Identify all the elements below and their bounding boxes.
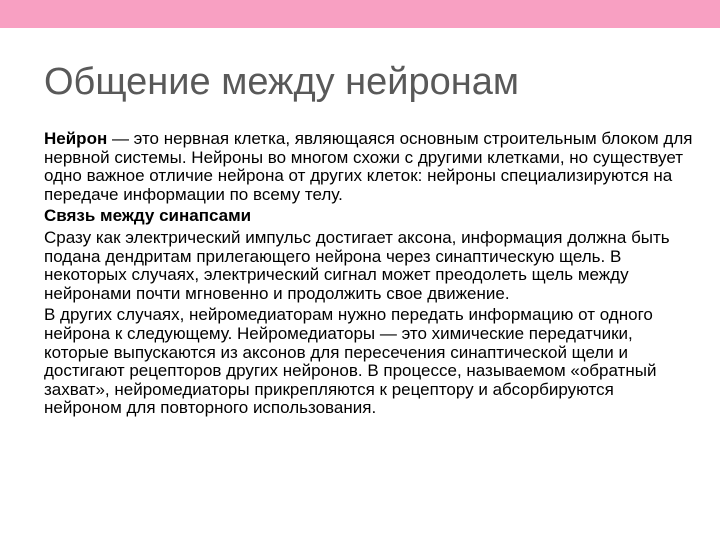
intro-text: — это нервная клетка, являющаяся основным строительным блоком для нервной системы. Нейроны во многом схожи с другими клетками, но существует одно важное отличие нейрона от других клеток: нейроны специализируются на передаче информации по всему телу. xyxy=(44,129,693,204)
paragraph-1: Сразу как электрический импульс достигает аксона, информация должна быть подана дендритам прилегающего нейрона через синаптическую щель. В некоторых случаях, электрический сигнал может преодолеть щель между нейронами почти мгновенно и продолжить свое движение. xyxy=(44,227,670,303)
slide-body xyxy=(44,130,694,421)
section-heading: Связь между синапсами xyxy=(44,206,252,226)
top-accent-bar xyxy=(0,0,720,28)
slide-title: Общение между нейронам xyxy=(44,61,520,103)
intro-term: Нейрон xyxy=(44,129,108,148)
paragraph-2: В других случаях, нейромедиаторам нужно передать информацию от одного нейрона к следующему. Нейромедиаторы — это химические передатчики, которые выпускаются из аксонов для пересечения синаптической щели и достигают рецепторов других нейронов. В процессе, называемом «обратный захват», нейромедиаторы прикрепляются к рецептору и абсорбируются нейроном для повторного использования. xyxy=(44,305,657,418)
intro-paragraph xyxy=(44,130,694,204)
